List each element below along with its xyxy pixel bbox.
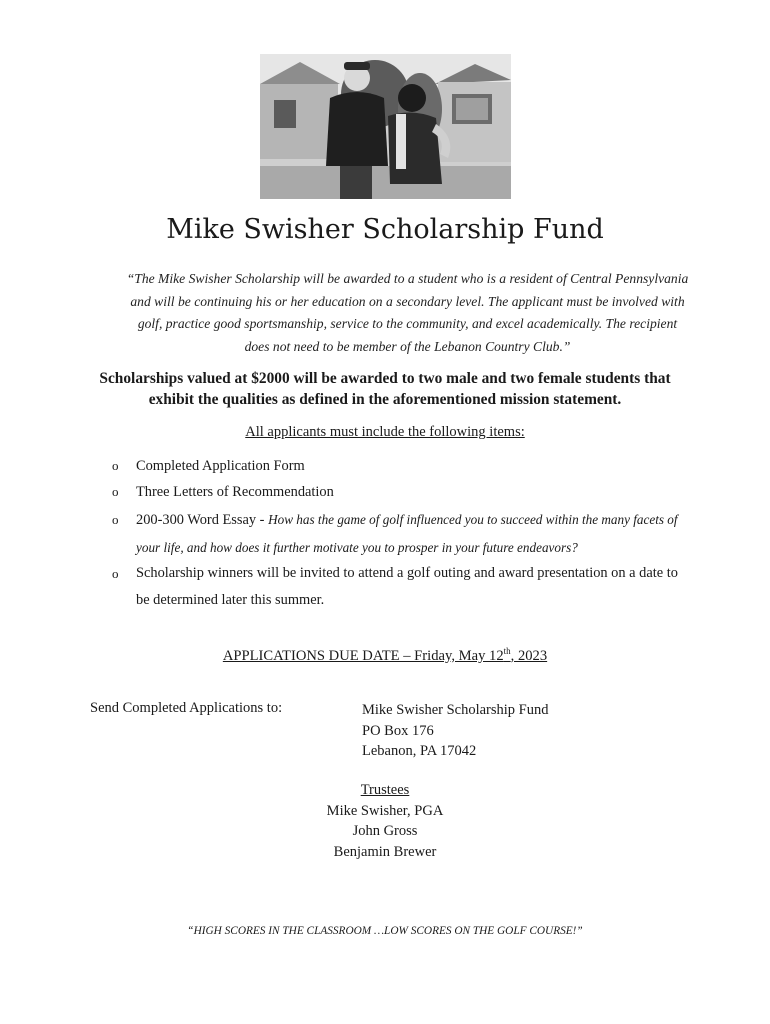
due-date-prefix: APPLICATIONS DUE DATE – Friday, May 12 [222, 647, 504, 664]
golf-coach-photo [260, 54, 511, 199]
trustee-name: Benjamin Brewer [333, 843, 437, 860]
address-line: Mike Swisher Scholarship Fund [362, 702, 549, 718]
address-line: PO Box 176 [362, 722, 434, 739]
trustee-name: John Gross [352, 823, 418, 839]
list-item-text: Scholarship winners will be invited to attend a golf outing and award presentation on a date to be determined later this summer. [136, 565, 678, 608]
bullet-icon: o [112, 458, 119, 473]
bullet-icon: o [112, 484, 119, 499]
send-applications-label: Send Completed Applications to: [90, 700, 283, 716]
bullet-icon: o [112, 566, 119, 581]
requirements-list [112, 456, 692, 614]
header-photo [260, 54, 511, 199]
trustee-name: Mike Swisher, PGA [326, 802, 444, 819]
mission-statement: “The Mike Swisher Scholarship will be awarded to a student who is a resident of Central Pennsylvania and will be continuing his or her education on a secondary level. The applicant must be involved with golf, practice good sportsmanship, service to the community, and excel academically. The recipient does not need to be member of the Lebanon Country Club.” [126, 271, 689, 354]
address-line: Lebanon, PA 17042 [362, 743, 477, 759]
list-item-text: 200-300 Word Essay - [136, 512, 269, 528]
trustees-heading: Trustees [360, 782, 410, 798]
due-date-year: , 2023 [510, 647, 548, 664]
motto: “HIGH SCORES IN THE CLASSROOM …LOW SCORES ON THE GOLF COURSE!” [187, 925, 583, 937]
scholarship-value-statement: Scholarships valued at $2000 will be awarded to two male and two female students that exhibit the qualities as defined in the aforementioned mission statement. [99, 370, 671, 408]
list-item [112, 560, 692, 614]
due-date-ordinal: th [503, 646, 511, 656]
applications-due-date [0, 646, 770, 665]
trustees-section [0, 780, 770, 862]
bullet-icon: o [112, 512, 119, 527]
list-item [112, 506, 692, 560]
list-item [112, 482, 692, 508]
page-title: Mike Swisher Scholarship Fund [166, 214, 604, 245]
mailing-address [362, 700, 548, 762]
list-item-text: Completed Application Form [136, 458, 305, 474]
requirements-heading: All applicants must include the following items: [245, 424, 525, 440]
list-item [112, 456, 692, 482]
essay-question: How has the game of golf influenced you to succeed within the many facets of your life, and how does it further motivate you to prosper in your future endeavors? [136, 512, 678, 555]
list-item-text: Three Letters of Recommendation [136, 484, 334, 500]
